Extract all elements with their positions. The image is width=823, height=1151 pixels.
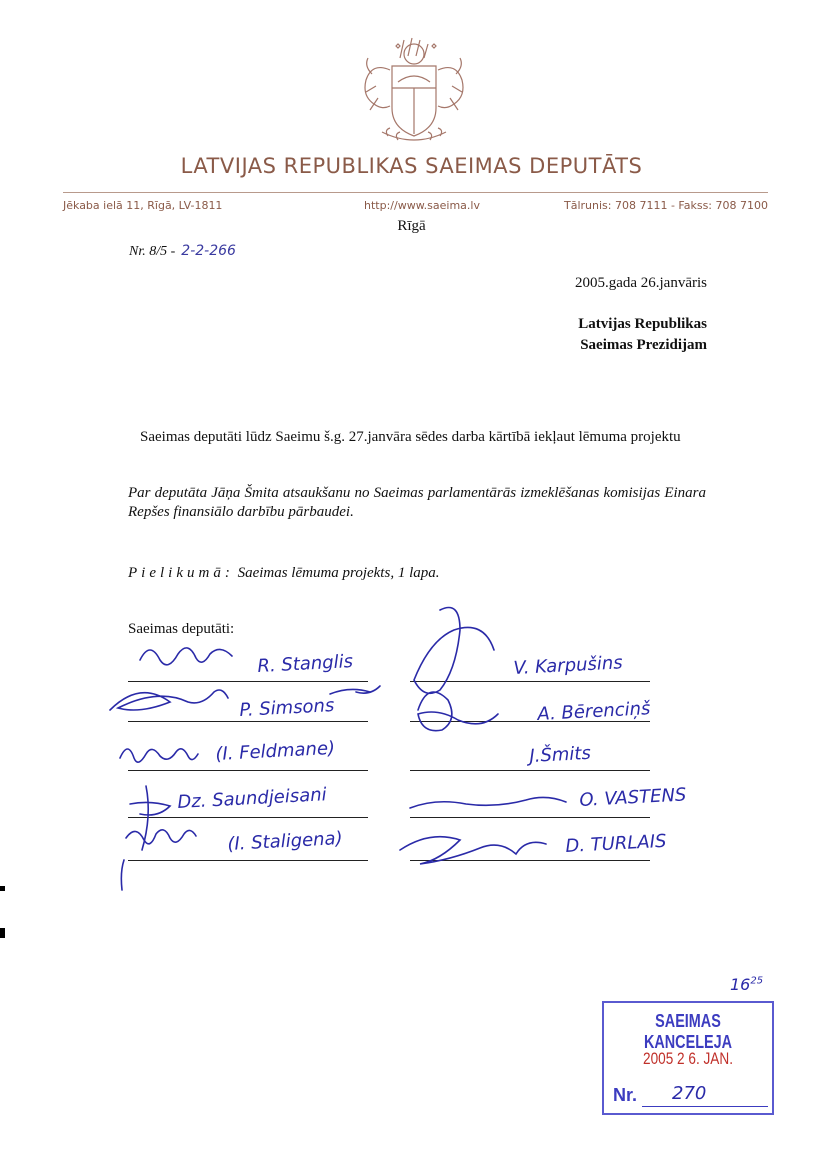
reference-printed: Nr. 8/5 - — [129, 244, 176, 259]
signature-name-left-2: P. Simsons — [238, 695, 335, 721]
attachment-label: Pielikumā: — [128, 565, 234, 581]
page-count-sup: 25 — [750, 975, 764, 987]
registration-stamp — [602, 1001, 774, 1115]
reference-number — [129, 243, 236, 260]
scan-edge-mark — [0, 886, 5, 891]
project-title: Par deputāta Jāņa Šmita atsaukšanu no Saeimas parlamentārās izmeklēšanas komisijas Einara Repšes finansiālo darbību pārbaudei. — [128, 485, 706, 520]
reference-handwritten: 2-2-266 — [181, 243, 236, 259]
signature-name-right-3: J.Šmits — [528, 742, 592, 767]
signature-name-right-4: O. VASTENS — [578, 784, 687, 811]
letter-date: 2005.gada 26.janvāris — [574, 275, 707, 291]
letter-body — [128, 428, 706, 447]
page-count-note — [730, 975, 763, 994]
letter-body-text: Saeimas deputāti lūdz Saeimu š.g. 27.janvāra sēdes darba kārtībā iekļaut lēmuma projektu — [140, 429, 681, 445]
signature-name-left-5: (I. Staligena) — [226, 827, 344, 855]
stamp-office: SAEIMAS KANCELEJA — [643, 1011, 732, 1052]
attachment-text: Saeimas lēmuma projekts, 1 lapa. — [237, 565, 440, 581]
attachment-line — [128, 565, 439, 582]
signature-name-right-2: A. Bērenciņš — [536, 698, 651, 725]
letterhead-phone-fax: Tālrunis: 708 7111 - Fakss: 708 7100 — [564, 199, 768, 212]
handwritten-signatures — [100, 590, 750, 900]
signature-name-left-4: Dz. Saundjeisani — [176, 784, 328, 813]
signatories-label: Saeimas deputāti: — [128, 621, 235, 637]
page-count-main: 16 — [730, 975, 751, 994]
stamp-number-label: Nr. — [613, 1085, 638, 1105]
coat-of-arms-icon — [352, 36, 472, 150]
signature-name-right-5: D. TURLAIS — [564, 830, 667, 857]
scan-edge-mark — [0, 928, 5, 938]
stamp-number: 270 — [672, 1083, 707, 1104]
signature-name-right-1: V. Karpušins — [512, 652, 624, 679]
letterhead-divider — [63, 192, 768, 193]
letterhead-address: Jēkaba ielā 11, Rīgā, LV-1811 — [63, 199, 223, 212]
recipient-line-2: Saeimas Prezidijam — [580, 337, 707, 353]
signature-name-left-3: (I. Feldmane) — [214, 737, 336, 765]
letterhead-title: LATVIJAS REPUBLIKAS SAEIMAS DEPUTĀTS — [180, 154, 643, 178]
signature-name-left-1: R. Stanglis — [256, 651, 354, 677]
stamp-number-line — [642, 1106, 768, 1107]
recipient — [578, 314, 707, 356]
letter-city: Rīgā — [397, 218, 426, 234]
recipient-line-1: Latvijas Republikas — [578, 316, 707, 332]
letterhead-website: http://www.saeima.lv — [364, 199, 480, 212]
stamp-date: 2005 2 6. JAN. — [643, 1049, 733, 1068]
